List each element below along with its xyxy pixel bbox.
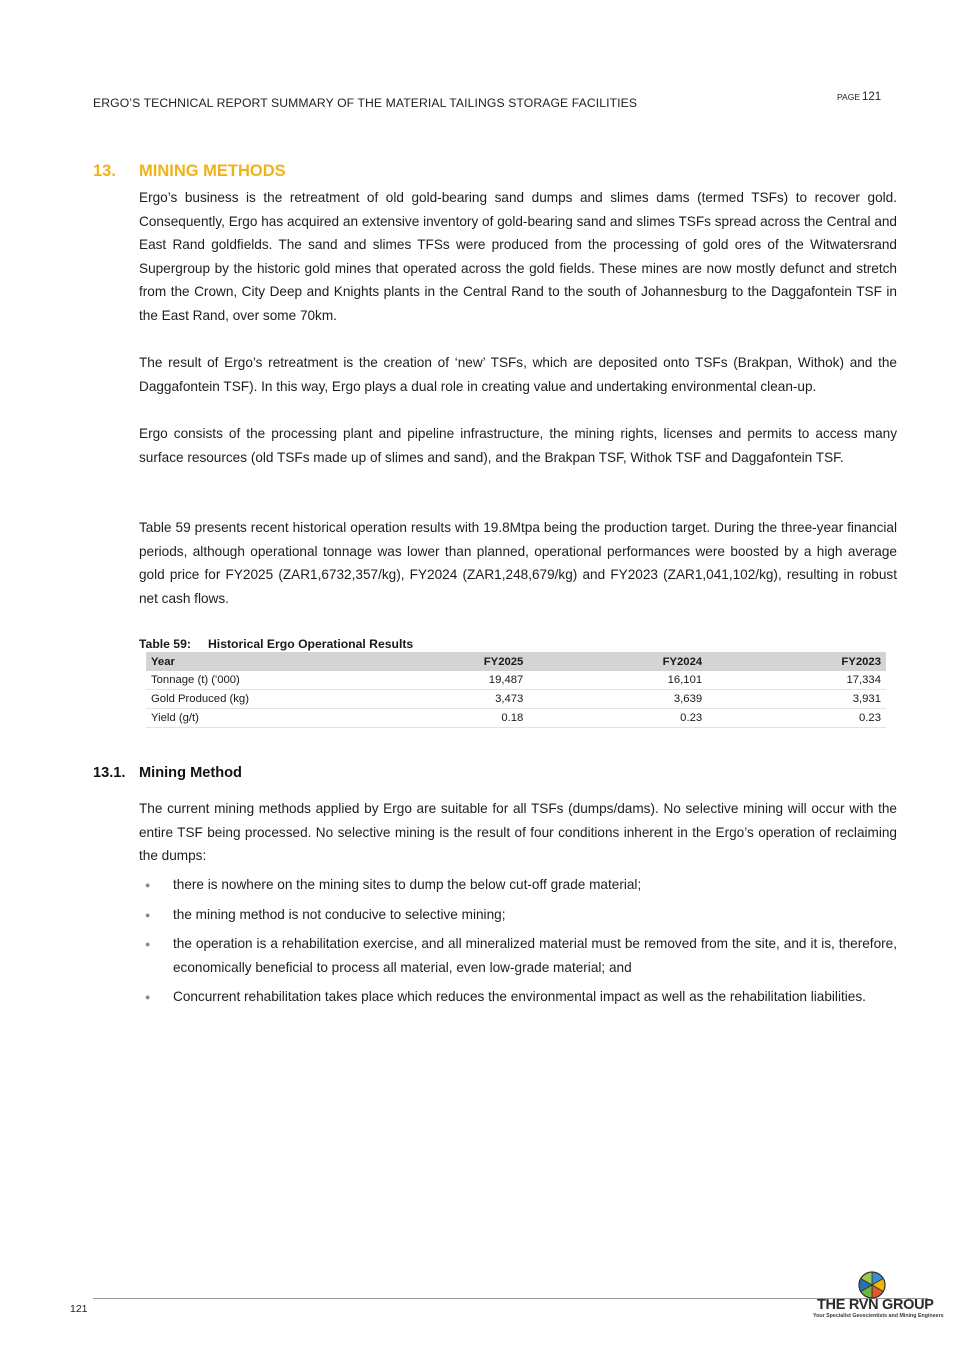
table-cell: 0.23 — [528, 709, 707, 728]
table-header-fy2025: FY2025 — [353, 652, 528, 671]
table-cell: 3,473 — [353, 690, 528, 709]
table-header-fy2023: FY2023 — [707, 652, 886, 671]
table-header-year: Year — [146, 652, 353, 671]
subsection-title: Mining Method — [139, 765, 242, 781]
table-cell: 17,334 — [707, 671, 886, 690]
bullet-item: Concurrent rehabilitation takes place which reduces the environmental impact as well as the rehabilitation liabilities. — [173, 989, 866, 1004]
table-caption — [139, 637, 413, 651]
header-title: ERGO’S TECHNICAL REPORT SUMMARY OF THE MATERIAL TAILINGS STORAGE FACILITIES — [93, 96, 638, 110]
bullet-item: the operation is a rehabilitation exercise, and all mineralized material must be removed from the site, and it is, therefore, economically beneficial to process all material, even low-grade material; and — [173, 936, 897, 975]
footer-divider — [93, 1298, 928, 1299]
bullet-dot-icon: ● — [145, 992, 151, 1002]
table-cell: 16,101 — [528, 671, 707, 690]
table-row — [146, 709, 886, 728]
header-page-label: PAGE — [837, 92, 860, 102]
bullet-dot-icon: ● — [145, 880, 151, 890]
table-cell: Yield (g/t) — [146, 709, 353, 728]
table-cell: 0.18 — [353, 709, 528, 728]
paragraph-mining-method-intro: The current mining methods applied by Ergo are suitable for all TSFs (dumps/dams). No selective mining will occur with the entire TSF being processed. No selective mining is the result of four conditions inherent in the Ergo’s operation of reclaiming the dumps: — [139, 801, 897, 864]
table-cell: Tonnage (t) ('000) — [146, 671, 353, 690]
logo-tagline: Your Specialist Geoscientists and Mining Engineers — [813, 1313, 944, 1319]
table-cell: Gold Produced (kg) — [146, 690, 353, 709]
table-row — [146, 671, 886, 690]
header-page-value: 121 — [862, 91, 882, 103]
header-page-number — [837, 91, 881, 103]
bullet-dot-icon: ● — [145, 939, 151, 949]
table-row — [146, 690, 886, 709]
logo-text: THE RVN GROUP — [817, 1297, 934, 1313]
bullet-item: there is nowhere on the mining sites to dump the below cut-off grade material; — [173, 877, 642, 892]
table-header-fy2024: FY2024 — [528, 652, 707, 671]
table-caption-title: Historical Ergo Operational Results — [208, 637, 414, 651]
operational-results-table — [146, 652, 886, 728]
section-title: MINING METHODS — [139, 162, 286, 180]
table-caption-label: Table 59: — [139, 637, 191, 651]
table-cell: 0.23 — [707, 709, 886, 728]
table-cell: 3,931 — [707, 690, 886, 709]
subsection-number: 13.1. — [93, 765, 126, 781]
table-cell: 19,487 — [353, 671, 528, 690]
bullet-dot-icon: ● — [145, 910, 151, 920]
paragraph-historical-results: Table 59 presents recent historical operation results with 19.8Mtpa being the production target. During the three-year financial periods, although operational tonnage was lower than planned, operational performances were boosted by a high average gold price for FY2025 (ZAR1,6732,357/kg), FY2024 (ZAR1,248,679/kg) and FY2023 (ZAR1,041,102/kg), resulting in robust net cash flows. — [139, 520, 897, 606]
table-cell: 3,639 — [528, 690, 707, 709]
table-header-row — [146, 652, 886, 671]
paragraph-retreatment: The result of Ergo’s retreatment is the creation of ‘new’ TSFs, which are deposited onto TSFs (Brakpan, Withok) and the Daggafontein TSF). In this way, Ergo plays a dual role in creating value and undertaking environmental clean-up. — [139, 355, 897, 394]
paragraph-infrastructure: Ergo consists of the processing plant and pipeline infrastructure, the mining rights, licenses and permits to access many surface resources (old TSFs made up of slimes and sand), and the Brakpan TSF, Withok TSF and Daggafontein TSF. — [139, 426, 897, 465]
section-number: 13. — [93, 162, 116, 180]
footer-page-number: 121 — [70, 1303, 88, 1315]
bullet-item: the mining method is not conducive to selective mining; — [173, 907, 506, 922]
paragraph-business: Ergo’s business is the retreatment of old gold-bearing sand dumps and slimes dams (termed TSFs) to recover gold. Consequently, Ergo has acquired an extensive inventory of gold-bearing sand and slimes TSFs spread across the Central and East Rand goldfields. The sand and slimes TFSs were produced from the processing of gold ores of the Witwatersrand Supergroup by the historic gold mines that operated across the gold fields. These mines are now mostly defunct and stretch from the Crown, City Deep and Knights plants in the Central Rand to the south of Johannesburg to the Daggafontein TSF in the East Rand, over some 70km. — [139, 190, 897, 323]
